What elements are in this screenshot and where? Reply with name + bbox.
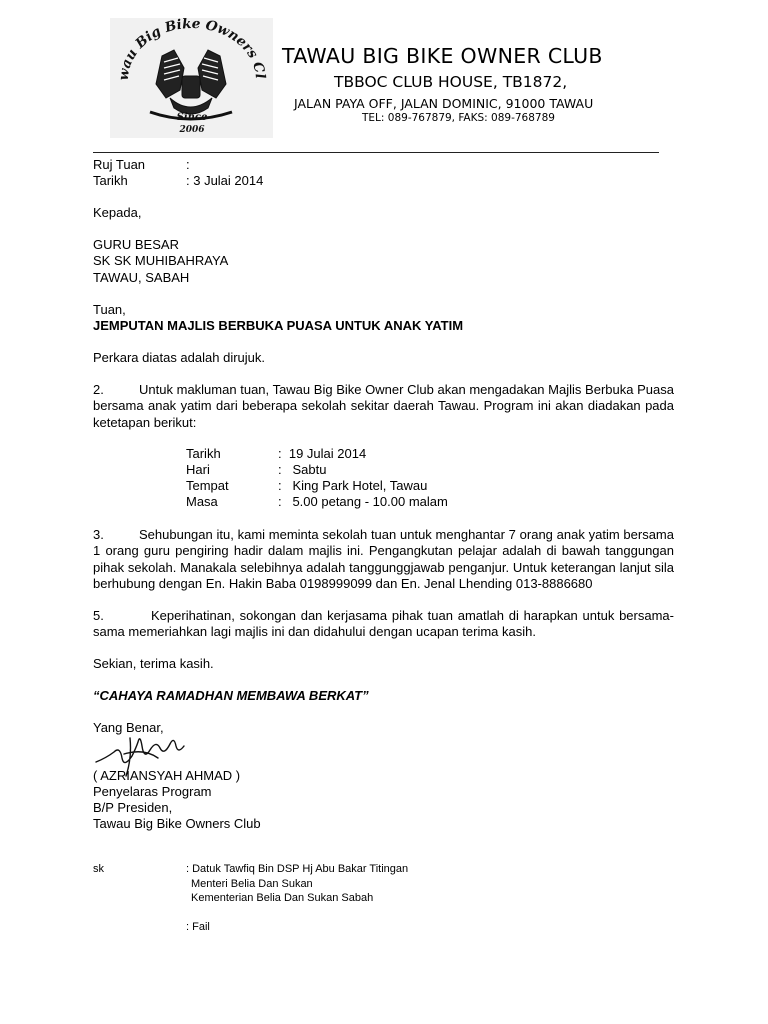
detail-label-hari: Hari [186,462,210,477]
detail-value-hari: : Sabtu [278,462,327,477]
ruj-label: Ruj Tuan [93,157,146,172]
club-address: JALAN PAYA OFF, JALAN DOMINIC, 91000 TAWAU [294,96,594,111]
paragraph-5-number: 5. [93,608,104,623]
signer-name: ( AZRIANSYAH AHMAD ) [93,768,241,783]
signer-org: Tawau Big Bike Owners Club [93,816,261,831]
club-logo [110,18,273,138]
cc-fail: : Fail [186,921,210,933]
paragraph-2-text: Untuk makluman tuan, Tawau Big Bike Owner Club akan mengadakan Majlis Berbuka Puasa bersama anak yatim dari beberapa sekolah sekitar daerah Tawau. Program ini akan diadakan pada ketetapan berikut: [93,382,674,430]
cc-line-1: : Datuk Tawfiq Bin DSP Hj Abu Bakar Titingan [186,863,409,875]
paragraph-3-number: 3. [93,527,104,542]
svg-text:Tawau Big Bike Owners Club: wau Big Bike Owners Cl [115,18,269,82]
signer-role-1: Penyelaras Program [93,784,212,799]
logo-emblem-icon [110,18,273,138]
detail-value-tarikh: : 19 Julai 2014 [278,446,367,461]
club-tel-fax: TEL: 089-767879, FAKS: 089-768789 [362,112,555,124]
svg-text:Since: Since [176,112,208,123]
signoff: Yang Benar, [93,720,164,735]
motto: “CAHAYA RAMADHAN MEMBAWA BERKAT” [93,688,369,703]
detail-value-masa: : 5.00 petang - 10.00 malam [278,494,448,509]
paragraph-1: Perkara diatas adalah dirujuk. [93,350,265,365]
cc-label: sk [93,863,104,875]
detail-label-tempat: Tempat [186,478,229,493]
ruj-value: : [186,157,190,172]
signer-role-2: B/P Presiden, [93,800,173,815]
header-divider [93,152,659,153]
club-name: TAWAU BIG BIKE OWNER CLUB [282,44,603,68]
detail-value-tempat: : King Park Hotel, Tawau [278,478,428,493]
salutation: Tuan, [93,302,126,317]
tarikh-label: Tarikh [93,173,128,188]
tarikh-value: : 3 Julai 2014 [186,173,264,188]
detail-label-masa: Masa [186,494,218,509]
paragraph-3 [93,527,674,592]
svg-text:2006: 2006 [179,125,205,135]
recipient-line-3: TAWAU, SABAH [93,270,190,285]
paragraph-2 [93,382,674,431]
cc-line-3: Kementerian Belia Dan Sukan Sabah [191,892,374,904]
kepada: Kepada, [93,205,142,220]
club-house: TBBOC CLUB HOUSE, TB1872, [334,73,568,91]
recipient-line-2: SK SK MUHIBAHRAYA [93,253,229,268]
cc-line-2: Menteri Belia Dan Sukan [191,878,313,890]
paragraph-5-text: Keperihatinan, sokongan dan kerjasama pihak tuan amatlah di harapkan untuk bersama-sama memeriahkan lagi majlis ini dan didahului dengan ucapan terima kasih. [93,608,674,640]
paragraph-2-number: 2. [93,382,104,397]
subject: JEMPUTAN MAJLIS BERBUKA PUASA UNTUK ANAK YATIM [93,318,464,333]
paragraph-5 [93,608,674,641]
paragraph-3-text: Sehubungan itu, kami meminta sekolah tuan untuk menghantar 7 orang anak yatim bersama 1 orang guru pengiring hadir dalam majlis ini. Pengangkutan pelajar adalah di bawah tanggungan pihak sekolah. Manakala selebihnya adalah tanggunggjawab penganjur. Untuk keterangan lanjut sila berhubung dengan En. Hakin Baba 0198999099 dan En. Jenal Lhending 013-8886680 [93,527,674,591]
closing: Sekian, terima kasih. [93,656,214,671]
detail-label-tarikh: Tarikh [186,446,221,461]
recipient-line-1: GURU BESAR [93,237,179,252]
